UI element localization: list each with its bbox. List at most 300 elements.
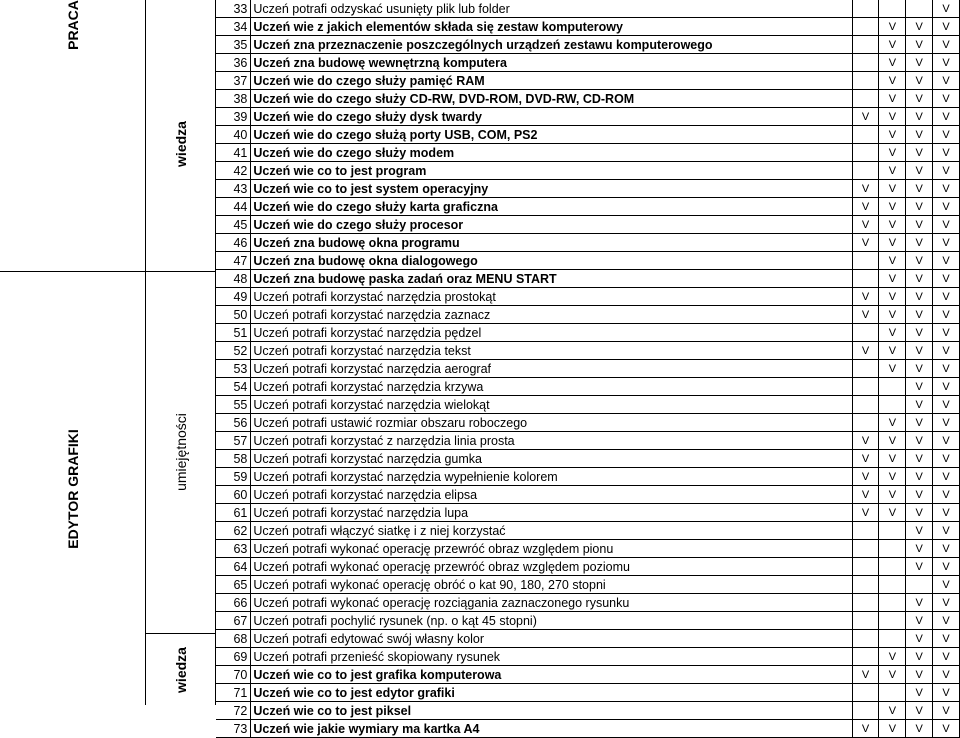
check-mark-cell: [852, 18, 879, 36]
check-mark-cell: V: [933, 378, 960, 396]
check-mark-cell: V: [933, 162, 960, 180]
row-number: 53: [216, 360, 251, 378]
check-mark-cell: V: [906, 126, 933, 144]
check-mark-cell: [879, 630, 906, 648]
group-wiedza-2: [146, 634, 215, 705]
check-mark-cell: [852, 702, 879, 720]
row-number: 56: [216, 414, 251, 432]
row-number: 44: [216, 198, 251, 216]
check-mark-cell: V: [852, 432, 879, 450]
table-row: [216, 18, 960, 36]
row-number: 52: [216, 342, 251, 360]
check-mark-cell: V: [852, 342, 879, 360]
check-mark-cell: [852, 360, 879, 378]
check-mark-cell: [852, 684, 879, 702]
check-mark-cell: V: [906, 414, 933, 432]
table-row: [216, 180, 960, 198]
table-row: [216, 630, 960, 648]
check-mark-cell: V: [933, 306, 960, 324]
check-mark-cell: [906, 0, 933, 18]
table-row: [216, 216, 960, 234]
check-mark-cell: [852, 522, 879, 540]
row-number: 51: [216, 324, 251, 342]
table-row: [216, 432, 960, 450]
row-number: 45: [216, 216, 251, 234]
check-mark-cell: V: [906, 432, 933, 450]
row-description: Uczeń zna budowę okna programu: [251, 234, 852, 252]
check-mark-cell: [852, 558, 879, 576]
check-mark-cell: V: [933, 288, 960, 306]
row-number: 47: [216, 252, 251, 270]
check-mark-cell: V: [933, 414, 960, 432]
check-mark-cell: V: [879, 234, 906, 252]
check-mark-cell: V: [933, 720, 960, 738]
check-mark-cell: V: [906, 702, 933, 720]
check-mark-cell: [852, 576, 879, 594]
row-number: 67: [216, 612, 251, 630]
check-mark-cell: V: [852, 666, 879, 684]
row-number: 61: [216, 504, 251, 522]
row-number: 46: [216, 234, 251, 252]
check-mark-cell: V: [879, 648, 906, 666]
check-mark-cell: V: [906, 612, 933, 630]
row-number: 35: [216, 36, 251, 54]
check-mark-cell: V: [933, 540, 960, 558]
check-mark-cell: V: [906, 54, 933, 72]
row-description: Uczeń wie co to jest system operacyjny: [251, 180, 852, 198]
row-description: Uczeń potrafi wykonać operację obróć o kat 90, 180, 270 stopni: [251, 576, 852, 594]
check-mark-cell: V: [879, 306, 906, 324]
check-mark-cell: V: [879, 504, 906, 522]
row-number: 33: [216, 0, 251, 18]
row-description: Uczeń potrafi wykonać operację przewróć obraz względem pionu: [251, 540, 852, 558]
row-description: Uczeń wie do czego służy CD-RW, DVD-ROM, DVD-RW, CD-ROM: [251, 90, 852, 108]
row-description: Uczeń potrafi korzystać narzędzia gumka: [251, 450, 852, 468]
check-mark-cell: V: [933, 576, 960, 594]
check-mark-cell: V: [906, 216, 933, 234]
check-mark-cell: [879, 396, 906, 414]
table-row: [216, 288, 960, 306]
check-mark-cell: V: [933, 108, 960, 126]
check-mark-cell: V: [906, 360, 933, 378]
check-mark-cell: V: [933, 198, 960, 216]
table-row: [216, 540, 960, 558]
check-mark-cell: [852, 612, 879, 630]
check-mark-cell: V: [879, 450, 906, 468]
check-mark-cell: V: [879, 468, 906, 486]
table-row: [216, 594, 960, 612]
check-mark-cell: V: [852, 720, 879, 738]
check-mark-cell: V: [906, 18, 933, 36]
table-row: [216, 270, 960, 288]
check-mark-cell: V: [933, 612, 960, 630]
check-mark-cell: V: [879, 54, 906, 72]
criteria-table: [216, 0, 960, 738]
check-mark-cell: V: [906, 504, 933, 522]
row-number: 37: [216, 72, 251, 90]
check-mark-cell: V: [879, 144, 906, 162]
table-row: [216, 720, 960, 738]
check-mark-cell: V: [933, 270, 960, 288]
check-mark-cell: [852, 252, 879, 270]
check-mark-cell: [852, 648, 879, 666]
table-row: [216, 234, 960, 252]
check-mark-cell: V: [879, 180, 906, 198]
check-mark-cell: V: [933, 360, 960, 378]
check-mark-cell: V: [906, 252, 933, 270]
row-number: 63: [216, 540, 251, 558]
row-number: 48: [216, 270, 251, 288]
row-number: 42: [216, 162, 251, 180]
check-mark-cell: [852, 54, 879, 72]
table-row: [216, 324, 960, 342]
row-description: Uczeń potrafi wykonać operację przewróć obraz względem poziomu: [251, 558, 852, 576]
check-mark-cell: [879, 378, 906, 396]
row-description: Uczeń potrafi przenieść skopiowany rysunek: [251, 648, 852, 666]
check-mark-cell: V: [879, 252, 906, 270]
row-description: Uczeń potrafi korzystać narzędzia prostokąt: [251, 288, 852, 306]
check-mark-cell: [852, 126, 879, 144]
check-mark-cell: V: [906, 648, 933, 666]
check-mark-cell: V: [906, 378, 933, 396]
check-mark-cell: V: [906, 162, 933, 180]
check-mark-cell: V: [906, 684, 933, 702]
row-number: 72: [216, 702, 251, 720]
row-number: 40: [216, 126, 251, 144]
check-mark-cell: V: [879, 162, 906, 180]
check-mark-cell: V: [879, 288, 906, 306]
row-number: 43: [216, 180, 251, 198]
row-number: 68: [216, 630, 251, 648]
check-mark-cell: V: [906, 198, 933, 216]
row-description: Uczeń wie do czego służy dysk twardy: [251, 108, 852, 126]
row-number: 49: [216, 288, 251, 306]
row-number: 38: [216, 90, 251, 108]
row-number: 58: [216, 450, 251, 468]
row-description: Uczeń potrafi korzystać narzędzia krzywa: [251, 378, 852, 396]
check-mark-cell: [852, 144, 879, 162]
check-mark-cell: V: [879, 270, 906, 288]
row-number: 73: [216, 720, 251, 738]
row-description: Uczeń zna budowę wewnętrzną komputera: [251, 54, 852, 72]
check-mark-cell: V: [852, 450, 879, 468]
check-mark-cell: V: [879, 90, 906, 108]
row-number: 50: [216, 306, 251, 324]
check-mark-cell: [852, 594, 879, 612]
table-row: [216, 126, 960, 144]
row-description: Uczeń potrafi odzyskać usunięty plik lub folder: [251, 0, 852, 18]
check-mark-cell: V: [906, 630, 933, 648]
row-description: Uczeń wie co to jest edytor grafiki: [251, 684, 852, 702]
check-mark-cell: [852, 396, 879, 414]
check-mark-cell: V: [879, 360, 906, 378]
check-mark-cell: V: [933, 702, 960, 720]
check-mark-cell: V: [879, 720, 906, 738]
row-number: 64: [216, 558, 251, 576]
row-description: Uczeń potrafi edytować swój własny kolor: [251, 630, 852, 648]
check-mark-cell: V: [933, 396, 960, 414]
row-number: 34: [216, 18, 251, 36]
group-wiedza-1-label: wiedza: [172, 121, 189, 167]
criteria-rows: [216, 0, 960, 738]
check-mark-cell: [879, 540, 906, 558]
row-description: Uczeń wie z jakich elementów składa się zestaw komputerowy: [251, 18, 852, 36]
row-description: Uczeń potrafi korzystać narzędzia tekst: [251, 342, 852, 360]
check-mark-cell: [879, 558, 906, 576]
check-mark-cell: V: [933, 144, 960, 162]
check-mark-cell: V: [906, 72, 933, 90]
check-mark-cell: V: [879, 108, 906, 126]
row-description: Uczeń potrafi korzystać narzędzia elipsa: [251, 486, 852, 504]
row-description: Uczeń potrafi korzystać narzędzia aerograf: [251, 360, 852, 378]
check-mark-cell: V: [879, 666, 906, 684]
check-mark-cell: [879, 576, 906, 594]
check-mark-cell: [879, 684, 906, 702]
row-number: 71: [216, 684, 251, 702]
row-number: 59: [216, 468, 251, 486]
table-row: [216, 648, 960, 666]
row-number: 36: [216, 54, 251, 72]
check-mark-cell: V: [879, 72, 906, 90]
table-row: [216, 522, 960, 540]
check-mark-cell: V: [933, 648, 960, 666]
row-description: Uczeń zna budowę paska zadań oraz MENU START: [251, 270, 852, 288]
table-row: [216, 0, 960, 18]
check-mark-cell: V: [933, 0, 960, 18]
row-description: Uczeń wie jakie wymiary ma kartka A4: [251, 720, 852, 738]
table-row: [216, 342, 960, 360]
row-description: Uczeń potrafi wykonać operację rozciągania zaznaczonego rysunku: [251, 594, 852, 612]
check-mark-cell: V: [933, 666, 960, 684]
check-mark-cell: V: [906, 720, 933, 738]
group-umiejetnosci-label: umiejętności: [172, 413, 189, 491]
check-mark-cell: V: [933, 234, 960, 252]
row-description: Uczeń wie do czego służy pamięć RAM: [251, 72, 852, 90]
table-row: [216, 450, 960, 468]
table-row: [216, 72, 960, 90]
table-row: [216, 666, 960, 684]
row-number: 70: [216, 666, 251, 684]
row-description: Uczeń wie do czego służy procesor: [251, 216, 852, 234]
check-mark-cell: V: [906, 108, 933, 126]
check-mark-cell: V: [879, 36, 906, 54]
check-mark-cell: V: [879, 414, 906, 432]
check-mark-cell: V: [933, 504, 960, 522]
table-row: [216, 378, 960, 396]
row-description: Uczeń potrafi ustawić rozmiar obszaru roboczego: [251, 414, 852, 432]
table-row: [216, 198, 960, 216]
check-mark-cell: V: [906, 36, 933, 54]
check-mark-cell: [879, 522, 906, 540]
check-mark-cell: V: [852, 288, 879, 306]
table-row: [216, 486, 960, 504]
check-mark-cell: V: [852, 468, 879, 486]
check-mark-cell: V: [933, 486, 960, 504]
section-edytor-grafiki: [0, 272, 145, 705]
check-mark-cell: [852, 90, 879, 108]
section-praca-label: PRACA: [64, 0, 81, 50]
check-mark-cell: V: [933, 252, 960, 270]
check-mark-cell: V: [879, 216, 906, 234]
table-row: [216, 504, 960, 522]
group-umiejetnosci: [146, 272, 215, 632]
check-mark-cell: V: [933, 432, 960, 450]
check-mark-cell: V: [852, 486, 879, 504]
row-description: Uczeń wie co to jest piksel: [251, 702, 852, 720]
check-mark-cell: V: [852, 108, 879, 126]
row-number: 57: [216, 432, 251, 450]
check-mark-cell: V: [933, 324, 960, 342]
group-wiedza-1: [146, 17, 215, 271]
check-mark-cell: V: [933, 684, 960, 702]
check-mark-cell: V: [879, 342, 906, 360]
table-row: [216, 702, 960, 720]
check-mark-cell: V: [933, 54, 960, 72]
check-mark-cell: V: [906, 540, 933, 558]
check-mark-cell: V: [906, 180, 933, 198]
check-mark-cell: V: [879, 702, 906, 720]
check-mark-cell: V: [852, 216, 879, 234]
table-row: [216, 162, 960, 180]
check-mark-cell: [879, 594, 906, 612]
row-description: Uczeń wie do czego służą porty USB, COM, PS2: [251, 126, 852, 144]
group-column: [146, 0, 216, 705]
check-mark-cell: V: [852, 504, 879, 522]
check-mark-cell: V: [933, 522, 960, 540]
table-row: [216, 360, 960, 378]
section-edytor-grafiki-label: EDYTOR GRAFIKI: [64, 428, 81, 549]
row-description: Uczeń potrafi korzystać narzędzia zaznacz: [251, 306, 852, 324]
check-mark-cell: V: [879, 18, 906, 36]
check-mark-cell: V: [906, 306, 933, 324]
row-number: 55: [216, 396, 251, 414]
group-wiedza-2-label: wiedza: [172, 646, 189, 693]
row-description: Uczeń zna budowę okna dialogowego: [251, 252, 852, 270]
check-mark-cell: V: [933, 90, 960, 108]
check-mark-cell: [852, 162, 879, 180]
check-mark-cell: V: [906, 468, 933, 486]
check-mark-cell: V: [933, 216, 960, 234]
row-description: Uczeń wie co to jest grafika komputerowa: [251, 666, 852, 684]
row-number: 39: [216, 108, 251, 126]
table-row: [216, 54, 960, 72]
check-mark-cell: [852, 0, 879, 18]
table-row: [216, 468, 960, 486]
check-mark-cell: V: [933, 36, 960, 54]
check-mark-cell: [879, 612, 906, 630]
check-mark-cell: V: [906, 486, 933, 504]
table-row: [216, 306, 960, 324]
check-mark-cell: V: [879, 126, 906, 144]
check-mark-cell: V: [906, 666, 933, 684]
check-mark-cell: V: [906, 288, 933, 306]
check-mark-cell: [879, 0, 906, 18]
check-mark-cell: V: [933, 72, 960, 90]
check-mark-cell: V: [906, 342, 933, 360]
row-number: 41: [216, 144, 251, 162]
check-mark-cell: V: [906, 324, 933, 342]
check-mark-cell: [852, 378, 879, 396]
check-mark-cell: [852, 324, 879, 342]
check-mark-cell: V: [933, 558, 960, 576]
row-number: 62: [216, 522, 251, 540]
check-mark-cell: V: [933, 180, 960, 198]
check-mark-cell: V: [933, 18, 960, 36]
check-mark-cell: V: [879, 486, 906, 504]
table-row: [216, 252, 960, 270]
check-mark-cell: [906, 576, 933, 594]
check-mark-cell: V: [933, 450, 960, 468]
check-mark-cell: V: [906, 90, 933, 108]
table-row: [216, 108, 960, 126]
check-mark-cell: V: [906, 396, 933, 414]
row-description: Uczeń wie co to jest program: [251, 162, 852, 180]
row-description: Uczeń potrafi korzystać narzędzia lupa: [251, 504, 852, 522]
check-mark-cell: V: [879, 324, 906, 342]
table-row: [216, 558, 960, 576]
check-mark-cell: V: [933, 468, 960, 486]
row-description: Uczeń wie do czego służy modem: [251, 144, 852, 162]
check-mark-cell: [852, 270, 879, 288]
table-row: [216, 414, 960, 432]
check-mark-cell: V: [906, 270, 933, 288]
table-row: [216, 612, 960, 630]
section-praca: [0, 0, 145, 50]
check-mark-cell: V: [906, 234, 933, 252]
check-mark-cell: V: [933, 126, 960, 144]
check-mark-cell: [852, 72, 879, 90]
row-description: Uczeń zna przeznaczenie poszczególnych urządzeń zestawu komputerowego: [251, 36, 852, 54]
check-mark-cell: V: [852, 234, 879, 252]
check-mark-cell: V: [906, 522, 933, 540]
row-number: 54: [216, 378, 251, 396]
check-mark-cell: V: [906, 144, 933, 162]
row-description: Uczeń wie do czego służy karta graficzna: [251, 198, 852, 216]
row-number: 65: [216, 576, 251, 594]
row-description: Uczeń potrafi pochylić rysunek (np. o kąt 45 stopni): [251, 612, 852, 630]
check-mark-cell: V: [906, 450, 933, 468]
row-description: Uczeń potrafi włączyć siatkę i z niej korzystać: [251, 522, 852, 540]
check-mark-cell: V: [879, 198, 906, 216]
check-mark-cell: V: [879, 432, 906, 450]
check-mark-cell: V: [933, 342, 960, 360]
table-row: [216, 684, 960, 702]
row-number: 66: [216, 594, 251, 612]
check-mark-cell: [852, 414, 879, 432]
row-number: 60: [216, 486, 251, 504]
row-description: Uczeń potrafi korzystać narzędzia pędzel: [251, 324, 852, 342]
table-row: [216, 144, 960, 162]
table-row: [216, 396, 960, 414]
check-mark-cell: [852, 36, 879, 54]
section-column: [0, 0, 146, 705]
check-mark-cell: V: [906, 594, 933, 612]
check-mark-cell: [852, 540, 879, 558]
check-mark-cell: [852, 630, 879, 648]
row-description: Uczeń potrafi korzystać z narzędzia linia prosta: [251, 432, 852, 450]
table-row: [216, 36, 960, 54]
check-mark-cell: V: [906, 558, 933, 576]
row-description: Uczeń potrafi korzystać narzędzia wypełnienie kolorem: [251, 468, 852, 486]
check-mark-cell: V: [852, 306, 879, 324]
row-number: 69: [216, 648, 251, 666]
row-description: Uczeń potrafi korzystać narzędzia wielokąt: [251, 396, 852, 414]
check-mark-cell: V: [933, 594, 960, 612]
check-mark-cell: V: [852, 198, 879, 216]
check-mark-cell: V: [852, 180, 879, 198]
table-row: [216, 576, 960, 594]
table-row: [216, 90, 960, 108]
